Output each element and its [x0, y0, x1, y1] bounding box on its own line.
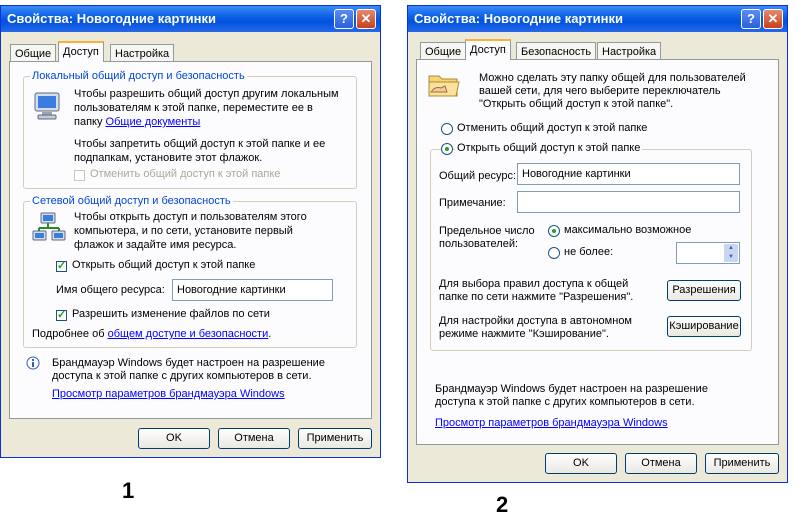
unshare-radio[interactable] [441, 123, 453, 135]
firewall-text-line1: Брандмауэр Windows будет настроен на разрешение [435, 383, 708, 395]
comment-input[interactable] [517, 191, 740, 213]
caching-text-line2: режиме нажмите "Кэширование". [439, 328, 609, 340]
share-name-label: Общий ресурс: [439, 170, 517, 182]
permissions-text-line2: папке по сети нажмите "Разрешения". [439, 291, 634, 303]
close-button[interactable]: ✕ [763, 9, 783, 29]
tab-panel [9, 61, 372, 419]
caption-1: 1 [122, 478, 135, 503]
unshare-radio-label: Отменить общий доступ к этой папке [457, 122, 648, 134]
ok-button[interactable]: OK [545, 453, 617, 474]
firewall-settings-link[interactable]: Просмотр параметров брандмауэра Windows [435, 417, 668, 429]
tab-general[interactable]: Общие [420, 42, 466, 60]
limit-users-radio[interactable] [548, 247, 560, 259]
help-button[interactable]: ? [741, 9, 761, 29]
more-info-prefix: Подробнее об [32, 328, 105, 340]
user-limit-label-line1: Предельное число [439, 225, 535, 237]
sharing-security-link[interactable]: общем доступе и безопасности [107, 328, 269, 340]
allow-change-checkbox[interactable] [56, 310, 67, 321]
cancel-button[interactable]: Отмена [625, 453, 697, 474]
share-name-input[interactable]: Новогодние картинки [172, 279, 333, 301]
comment-label: Примечание: [439, 197, 506, 209]
spinner-down-button[interactable]: ▼ [724, 253, 738, 262]
properties-window-1 [0, 5, 381, 458]
firewall-text-line2: доступа к этой папке с других компьютеров в сети. [52, 370, 312, 382]
tab-panel [416, 59, 779, 445]
local-text-line4: Чтобы запретить общий доступ к этой папке и ее [74, 138, 326, 150]
help-button[interactable]: ? [334, 9, 354, 29]
computer-icon [32, 90, 64, 122]
caption-2: 2 [496, 492, 509, 517]
limit-users-radio-label: не более: [564, 246, 614, 258]
share-folder-checkbox-label: Открыть общий доступ к этой папке [72, 259, 256, 271]
network-sharing-group [23, 201, 357, 348]
tab-general[interactable]: Общие [10, 44, 56, 62]
network-text-line2: компьютера, и по сети, установите первый [74, 225, 293, 237]
local-text-line3 [74, 116, 200, 128]
spinner-up-button[interactable]: ▲ [724, 244, 738, 253]
tab-customize[interactable]: Настройка [597, 42, 661, 60]
cancel-button[interactable]: Отмена [218, 428, 290, 449]
caching-text-line1: Для настройки доступа в автономном [439, 315, 632, 327]
share-folder-checkbox[interactable] [56, 261, 67, 272]
window-title: Свойства: Новогодние картинки [7, 11, 216, 26]
title-bar[interactable] [408, 6, 787, 32]
firewall-text-line1: Брандмауэр Windows будет настроен на разрешение [52, 357, 325, 369]
close-button[interactable]: ✕ [356, 9, 376, 29]
network-sharing-legend: Сетевой общий доступ и безопасность [32, 195, 231, 207]
allow-change-checkbox-label: Разрешить изменение файлов по сети [72, 308, 270, 320]
local-sharing-legend: Локальный общий доступ и безопасность [32, 70, 245, 82]
window-title: Свойства: Новогодние картинки [414, 11, 623, 26]
properties-window-2 [407, 5, 788, 483]
apply-button[interactable]: Применить [298, 428, 372, 449]
unshare-checkbox-label: Отменить общий доступ к этой папке [90, 168, 281, 180]
share-radio-label: Открыть общий доступ к этой папке [457, 142, 641, 154]
folder-share-icon [427, 70, 461, 100]
more-info-suffix: . [268, 328, 272, 340]
intro-text-line1: Можно сделать эту папку общей для пользователей [479, 72, 746, 84]
ok-button[interactable]: OK [138, 428, 210, 449]
apply-button[interactable]: Применить [705, 453, 779, 474]
tab-security[interactable]: Безопасность [516, 42, 596, 60]
permissions-button[interactable]: Разрешения [667, 280, 741, 301]
local-text-prefix: папку [74, 116, 103, 128]
share-name-input[interactable]: Новогодние картинки [517, 163, 740, 185]
tab-customize[interactable]: Настройка [110, 44, 174, 62]
network-text-line3: флажок и задайте имя ресурса. [74, 239, 237, 251]
caching-button[interactable]: Кэширование [667, 316, 741, 337]
title-bar[interactable] [1, 6, 380, 32]
local-text-line1: Чтобы разрешить общий доступ другим локальным [74, 88, 339, 100]
max-users-radio[interactable] [548, 225, 560, 237]
intro-text-line3: "Открыть общий доступ к этой папке". [479, 98, 674, 110]
more-info-line [32, 328, 271, 340]
unshare-checkbox[interactable] [74, 170, 85, 181]
intro-text-line2: вашей сети, для чего выберите переключатель [479, 85, 721, 97]
info-icon [26, 356, 40, 370]
user-limit-spinner[interactable] [676, 242, 740, 264]
firewall-text-line2: доступа к этой папке с других компьютеров в сети. [435, 396, 695, 408]
local-text-line2: пользователям к этой папке, переместите ее в [74, 102, 313, 114]
user-limit-label-line2: пользователей: [439, 238, 519, 250]
firewall-settings-link[interactable]: Просмотр параметров брандмауэра Windows [52, 388, 285, 400]
max-users-radio-label: максимально возможное [564, 224, 692, 236]
network-computers-icon [32, 212, 66, 246]
permissions-text-line1: Для выбора правил доступа к общей [439, 278, 629, 290]
share-radio[interactable] [441, 143, 453, 155]
tab-sharing[interactable]: Доступ [58, 41, 104, 62]
share-name-label: Имя общего ресурса: [56, 284, 165, 296]
network-text-line1: Чтобы открыть доступ и пользователям этого [74, 211, 307, 223]
tab-sharing[interactable]: Доступ [465, 39, 511, 60]
local-text-line5: подпапкам, установите этот флажок. [74, 152, 263, 164]
shared-documents-link[interactable]: Общие документы [105, 116, 201, 128]
